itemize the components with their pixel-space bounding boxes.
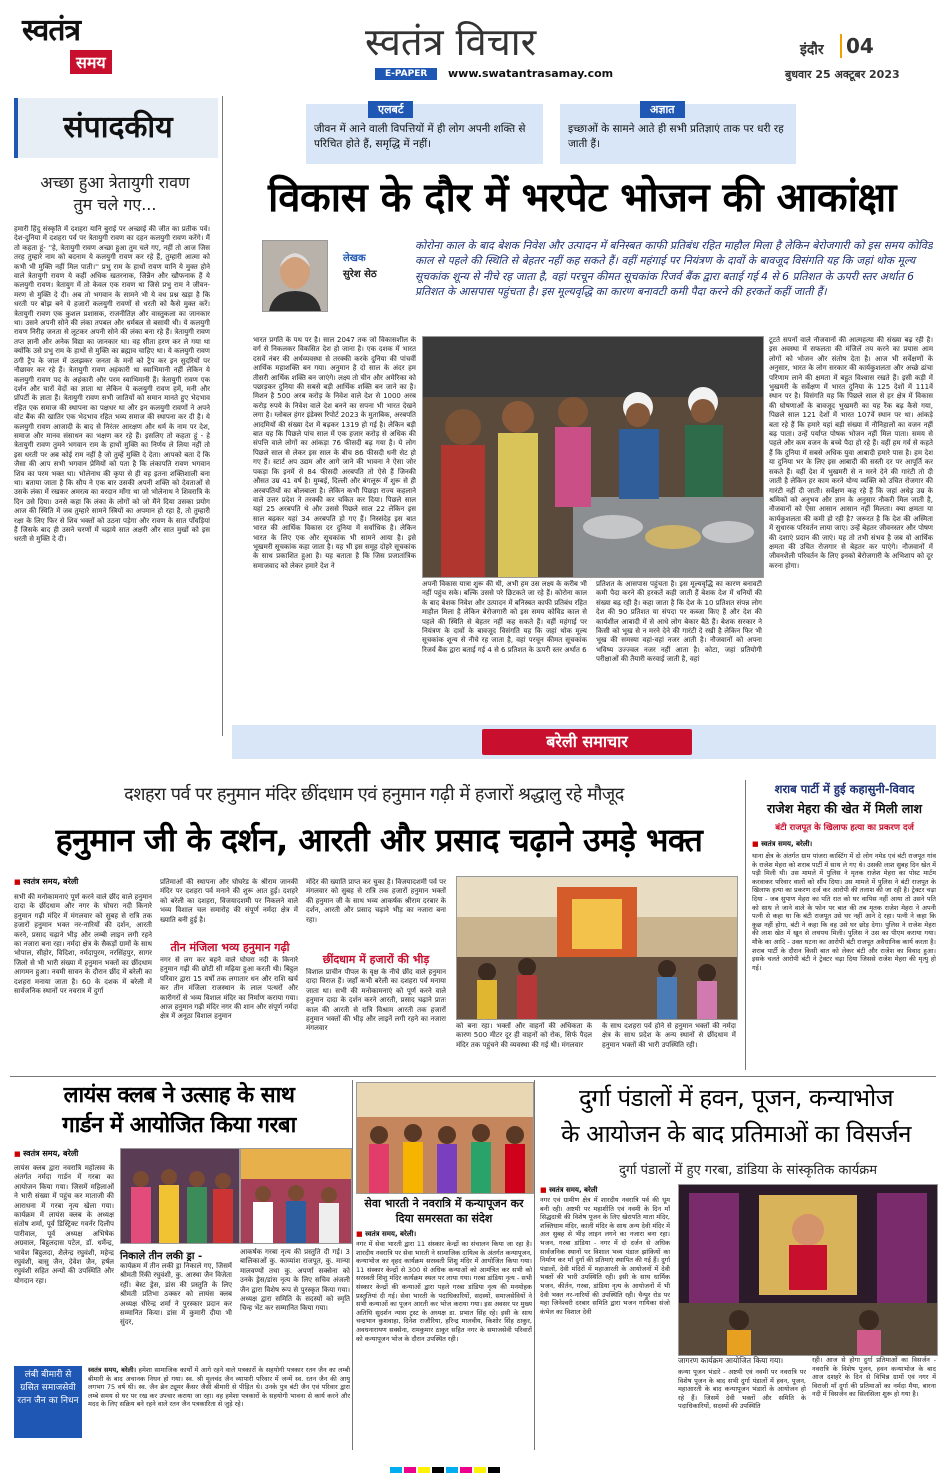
hanuman-col-4: को बना रहा। भक्तों और वाहनों की अधिकता के कारण 500 मीटर दूर ही वाहनों को रोक, सिर्फ पैदल मंदिर तक पहुंचने की व्यवस्था की गई थी। मंगलवार bbox=[456, 1022, 592, 1049]
seva-byline: ■ स्वतंत्र समय, बरेली। bbox=[356, 1230, 416, 1239]
author-photo bbox=[262, 240, 328, 312]
paper-title: स्वतंत्र विचार bbox=[365, 20, 537, 64]
durga-headline-1: दुर्गा पंडालों में हवन, पूजन, कन्याभोज bbox=[578, 1084, 894, 1112]
obituary-box bbox=[14, 1366, 82, 1438]
seva-divider bbox=[534, 1080, 535, 1450]
quote-2-text: इच्छाओं के सामने आते ही सभी प्रतिज्ञाएं ताक पर धरी रह जाती हैं। bbox=[568, 123, 784, 150]
mid-divider bbox=[10, 1076, 936, 1077]
kanya-pujan-photo bbox=[357, 1083, 533, 1193]
lions-body-2: कार्यक्रम में तीन लकी ड्रा निकाले गए, जिसमें श्रीमती रिंकी रघुवंशी, कु. आस्था जैन विजेता रहीं। बेस्ट ड्रेस, डांस की प्रस्तुति के लिए श्रीमती प्रतिभा ठक्कर को लायंस क्लब अध्यक्ष धीरेन्द्र शर्मा ने पुरस्कार प्रदान कर सम्मानित किया। डांस में कुमारी दीया भी सुंदर, bbox=[120, 1262, 232, 1327]
hanuman-col-5: के साथ दशहरा पर्व होने से हनुमान भक्तों की नर्मदा क्षेत्र के साथ प्रदेश के अन्य स्थानों से छींदधाम में हनुमान भक्तों की भारी उपस्थिति रही। bbox=[602, 1022, 736, 1049]
garba-stage-photo bbox=[241, 1149, 351, 1243]
logo bbox=[22, 14, 132, 84]
durga-headline-2: के आयोजन के बाद प्रतिमाओं का विसर्जन bbox=[561, 1120, 911, 1148]
lions-byline: ■ स्वतंत्र समय, बरेली bbox=[14, 1148, 78, 1159]
hanuman-subhead-1: तीन मंजिला भव्य हनुमान गढ़ी bbox=[170, 941, 290, 954]
durga-photo-caption: जागरण कार्यक्रम आयोजित किया गया। bbox=[678, 1356, 784, 1365]
hanuman-kicker: दशहरा पर्व पर हनुमान मंदिर छींदधाम एवं हनुमान गढ़ी में हजारों श्रद्धालु रहे मौजूद bbox=[124, 784, 624, 805]
seva-caption: सेवा भारती ने नवरात्रि में कन्यापूजन कर दिया समरसता का संदेश bbox=[364, 1197, 524, 1225]
crime-headline-2: राजेश मेहरा की खेत में मिली लाश bbox=[767, 801, 922, 816]
durga-subhead: दुर्गा पंडालों में हुए गरबा, डांडिया के सांस्कृतिक कार्यक्रम bbox=[618, 1163, 878, 1178]
durga-pandal-photo bbox=[679, 1185, 937, 1355]
issue-date: बुधवार 25 अक्टूबर 2023 bbox=[785, 68, 900, 81]
quote-2 bbox=[560, 104, 796, 164]
lions-body-3: आकर्षक गरबा नृत्य की प्रस्तुति दी गई। 3 बालिकाओं कु. काव्यांश राजपूत, कु. मान्या मालवण्यों तथा कु. अपर्णा सक्सेना को उनके ड्रेस/डांस नृत्य के लिए सचिव अंजली जैन द्वारा विशेष रूप से पुरस्कृत किया गया। अध्यक्ष द्वारा समिति के सदस्यों को स्मृति चिन्ह भेंट कर सम्मानित किया गया। bbox=[240, 1248, 350, 1313]
crime-headline-1: शराब पार्टी में हुई कहासुनी-विवाद bbox=[774, 782, 915, 796]
editorial-label: संपादकीय bbox=[14, 98, 218, 158]
hanuman-byline: ■ स्वतंत्र समय, बरेली bbox=[14, 876, 78, 887]
lead-col-4: टूटते सपनों वाले नौजवानों की आत्महत्या की संख्या बढ़ रही है। इस अवस्था में सफलता की मंजिलें तय करने का प्रयास आम लोगों को भोजन और संतोष देता है। आज भी सर्वेक्षणों के अनुसार, भारत के लोग सरकार की कार्यकुशलता और अच्छे ढांचा परिणाम लाने की क्षमता में बहुत विश्वास रखते हैं। इसी कड़ी में भुखमरी के सर्वेक्षण में भारत दुनिया के 125 देशों में 111वें स्थान पर है। विसंगति यह कि पिछले साल से हर क्षेत्र में विकास की घोषणाओं के बावजूद भुखमरी का यह रैंक बढ़ कैसे गया, पिछले साल 121 देशों में भारत 107वें स्थान पर था। आंकड़े बता रहे हैं कि हमारे यहां बड़ी संख्या में नौनिहालों का वजन नहीं बढ़ पाता। उन्हें पर्याप्त पोषक भोजन नहीं मिल पाता। समय से पहले और कम वजन के बच्चे पैदा हो रहे हैं। वहीं हम गर्व से कहते हैं कि दुनिया में सबसे अधिक युवा आबादी हमारे पास है। हम देश या दुनिया भर के लिए इस आबादी की सस्ती दर पर आपूर्ति कर सकते हैं। वहीं देश में भुखमरी से न मरने देने की गारंटी तो दी जाती है लेकिन हर काम करने योग्य व्यक्ति को उचित रोजगार की गारंटी नहीं दी जाती। सर्वेक्षण कह रहे हैं कि जहां अधेड़ उम्र के श्रमिकों को अनुभव और ज्ञान के अनुसार नौकरी मिल जाती है, नौजवानों को ऐसा आसान आसान नहीं मिलता। क्या क्षमता या कार्यकुशलता की कमी हो रही है? जरूरत है कि देश की अस्मिता में सुधारक परिवर्तन लाया जाए। उन्हें बेहतर जीवनस्तर और पोषण की दशाएं प्रदान की जाएं। यह तो तभी संभव है जब वो आर्थिक क्षमता की उचित रोजगार से बेहतर कर पाएंगे। नौजवानों में जीवनशैली परिवर्तन के लिए इनको बेरोजगारी के अभिशाप को दूर करना होगा। bbox=[769, 336, 933, 570]
seva-body: नगर में सेवा भारती द्वारा 11 संस्कार केन्द्रों का संचालन किया जा रहा है। शारदीय नवरात्रि पर सेवा भारती ने सामाजिक दायित्व के अंतर्गत कन्यापूजन, कन्याभोज का वृहद कार्यक्रम सरस्वती शिशु मंदिर में आयोजित किया गया। 11 संस्कार केन्द्रों से 300 से अधिक कन्याओं को आमंत्रित कर सभी को सरस्वती शिशु मंदिर कार्यक्रम स्थल पर लाया गया। गरबा डांडिया नृत्य - सभी संस्कार केन्द्रों की कन्याओं द्वारा पहले गरबा डांडिया नृत्य की मनमोहक प्रस्तुतियां दी गई। सेवा भारती के पदाधिकारियों, सदस्यों, समाजसेवियों ने सभी कन्याओं का पूजन आरती कर भोज कराया गया। इस अवसर पर मुख्य अतिथि सुदर्शन न्यास ट्रस्ट के अध्यक्ष डा. प्रभात सिंह रहे। इसी के साथ चन्द्रभान कुशवाहा, दिनेश राजौरिया, हरिन्द्र मालवीय, किशोर सिंह ठाकुर, अवधनारायण सक्सेना, रामकुमार ठाकुर सहित नगर के समाजसेवी परिवारों को कन्यापूजन भोज के दौरान उपस्थित रही। bbox=[356, 1240, 532, 1343]
durga-col-2: कन्या पूजन भंडारे - अष्टमी एवं नवमी पर नवरात्रि पर विशेष पूजन के बाद सभी दुर्गा पंडालों में हवन, पूजन, महाआरती के बाद कन्यापूजन भंडारों के आयोजन हो रहे हैं। जिसमें देवी भक्तों और समिति के पदाधिकारियों, सदस्यों की उपस्थिति bbox=[678, 1368, 806, 1411]
hanuman-photo bbox=[456, 876, 738, 1020]
lions-headline-2: गार्डन में आयोजित किया गरबा bbox=[62, 1113, 296, 1138]
lions-body: लायंस क्लब द्वारा नवरात्रि महोत्सव के अंतर्गत नर्मदा गार्डन में गरबा का आयोजन किया गया। जिसमें महिलाओं ने भारी संख्या में पहुंच कर माताजी की आराधना में गरबा नृत्य खेला गया। कार्यक्रम में लायंस क्लब के अध्यक्ष संतोष शर्मा, पूर्व डिस्ट्रिक्ट गवर्नर दिलीप पारीवाल, पूर्व अध्यक्ष अभिषेक अग्रवाल, बिट्ठलदास पटेल, डॉ. धर्मेन्द्र, भावेश बिट्ठलदा, शैलेन्द्र रघुवंशी, महेन्द्र रघुवंशी, बासु जैन, देवेश जैन, हर्षल रघुवंशी सहित अन्यों की उपस्थिति और योगदान रहा। bbox=[14, 1164, 114, 1285]
author-label: लेखक bbox=[343, 253, 366, 264]
lions-headline-1: लायंस क्लब ने उत्साह के साथ bbox=[63, 1083, 295, 1108]
hanuman-col-3a: मंदिर की ख्याति प्राप्त कर चुका है। विजयादशमी पर्व पर मंगलवार को सुबह से रात्रि तक हजारों हनुमान भक्तों की हनुमान जी के साथ भव्य आकर्षक श्रीराम दरबार के दर्शन, आरती और प्रसाद चढ़ाने भीड़ का नजारा बना रहा। bbox=[306, 878, 446, 924]
website: www.swatantrasamay.com bbox=[448, 67, 614, 80]
section-bar-label: बरेली समाचार bbox=[482, 729, 692, 755]
obituary-byline: स्वतंत्र समय, बरेली। bbox=[88, 1366, 137, 1374]
seva-photo bbox=[356, 1082, 534, 1194]
hanuman-col-2a: प्रतिमाओं की स्थापना और घोघरेड के श्रीराम जानकी मंदिर पर दशहरा पर्व मनाने की शुरू आत हुई। दशहरे को बरेली का दशहरा, विजयादशमी पर निकलने वाले भव्य विशाल चल समारोह की संपूर्ण नर्मदा क्षेत्र में ख्याति बनी हुई है। bbox=[160, 878, 298, 924]
epaper-tag: E-PAPER bbox=[375, 68, 437, 80]
author-portrait bbox=[263, 241, 327, 311]
lions-photo-2 bbox=[240, 1148, 352, 1244]
temple-crowd-photo bbox=[457, 877, 737, 1019]
author-name: सुरेश सेठ bbox=[343, 269, 377, 280]
lead-headline: विकास के दौर में भरपेट भोजन की आकांक्षा bbox=[267, 175, 897, 221]
hanuman-col-3b: विशाल प्राचीन पीपल के वृक्ष के नीचे छींद वाले हनुमान दादा विराज हैं। जहाँ कभी बरेली का दशहरा पर्व मनाया जाता था। सभी की मनोकामनाएं को पूर्ण करने वाले हनुमान दादा के दर्शन करने आरती, प्रसाद चढ़ाने प्रातः काल की आरती से रात्रि विश्राम आरती तक हजारों हनुमान भक्तों की भीड़ और लाइनें लगी रहने का नजारा मंगलवार bbox=[306, 968, 446, 1033]
obituary-box-text: लंबी बीमारी से ग्रसित समाजसेवी रतन जैन का निधन bbox=[17, 1370, 79, 1406]
section-bar bbox=[232, 725, 936, 759]
crime-subhead: बंटी राजपूत के खिलाफ हत्या का प्रकरण दर्ज bbox=[775, 823, 914, 833]
lead-photo bbox=[422, 336, 764, 578]
crime-byline: ■ स्वतंत्र समय, बरेली। bbox=[752, 840, 812, 849]
durga-photo bbox=[678, 1184, 938, 1356]
logo-top: स्वतंत्र bbox=[22, 13, 81, 48]
durga-col-1: नगर एवं ग्रामीण क्षेत्र में शारदीय नवरात्रि पर्व की धूम बनी रही। अष्टमी पर महाशीति एवं नवमी के दिन माँ सिद्धदात्री की विशेष पूजन के लिए खेरापति माता मंदिर, शक्तिधाम मंदिर, काली मंदिर के साथ अन्य देवी मंदिर में अल सुबह से भीड़ लाइन लगने का नजारा बना रहा। भजन, गरबा डांडिया - नगर में दो दर्जन से अधिक सार्वजनिक स्थानों पर विशाल भव्य पंडाल झांकियों का निर्माण कर माँ दुर्गा की प्रतिमाएं स्थापित की गई हैं। दुर्गा पंडालों, देवी मंदिरों में महाआरती के आयोजनों में देवी भक्तों की भारी उपस्थिति रही। इसी के साथ धार्मिक भजन, कीर्तन, गरबा, डांडिया नृत्य के आयोजनों में भी देवी भक्त नर-नारियों की उपस्थिति रही। चैन्पुर रोड पर महा जिनेश्वरी दरबार समिति द्वारा भजन गायिका संजो कंभेल का विशाल देवी bbox=[540, 1196, 670, 1316]
garba-group-photo bbox=[121, 1149, 239, 1243]
food-queue-photo bbox=[423, 337, 763, 577]
logo-bottom: समय bbox=[70, 50, 112, 74]
lead-col-1: भारत प्रगति के पथ पर है। साल 2047 तक जो विकासशील के वर्ग से निकलकर विकसित देश हो जाना है। एक दशक में भारत दसवें नंबर की अर्थव्यवस्था से तरक्की करके दुनिया की पांचवीं आर्थिक महाशक्ति बन गया। अनुमान है दो साल के अंदर हम तीसरी आर्थिक शक्ति बन जाएंगे। लक्ष्य तो चीन और अमेरिका को पछाड़कर दुनिया की सबसे बड़ी आर्थिक शक्ति बन जाने का है। मिशन है 500 अरब करोड़ के निवेश वाले देश से 1000 अरब करोड़ रुपये के निवेश वाले देश बनने का सपना भी भारत देखने लगा है। ग्लोबल हंगर इंडेक्स रिपोर्ट 2023 के मुताबिक, अरबपति आदमियों की संख्या देश में बढ़कर 1319 हो गई है। लेकिन बड़ी बात यह कि पिछले पांच साल में एक हजार करोड़ से अधिक की संपत्ति वाले लोगों का आंकड़ा 76 फीसदी बढ़ गया है। ये लोग पिछले साल से लेकर इस साल के बीच 86 फीसदी धनी सेट हो गए हैं। स्टार्ट अप उद्यम और आगे जाने की भावना ने ऐसा जोर पकड़ा कि इनमें से 84 फीसदी अरबपति तो ऐसे हैं जिनकी औसत उम्र 41 वर्ष है। मुम्बई, दिल्ली और बंगलूरू में शुरू से ही अरबपतियों का बोलबाला है। लेकिन कभी पिछड़ा राज्य कहलाने वाले उत्तर प्रदेश ने तरक्की कर चकित कर दिया। पिछले साल यहां 25 अरबपति थे और उससे पिछले साल 22 लेकिन इस साल बढ़कर यहां 34 अरबपति हो गए हैं। निस्संदेह इस बात भारत की आर्थिक विकास दर दुनिया में सर्वाधिक है। लेकिन भारत के लिए एक और सूचकांक भी सामने आया है। इसे भूखमरी सूचकांक कहा जाता है। यह भी इस समूह दोहरे सूचकांक के साथ प्रकाशित हुआ है। यह बताता है कि जिस प्रजातांत्रिक समाजवाद को लेकर हमारे देश ने bbox=[253, 336, 416, 570]
obituary-body bbox=[88, 1366, 350, 1446]
durga-byline: ■ स्वतंत्र समय, बरेली bbox=[540, 1186, 597, 1195]
lions-photo-1 bbox=[120, 1148, 240, 1244]
editorial-body: हमारी हिंदु संस्कृति में दशहरा यानि बुराई पर अच्छाई की जीत का प्रतीक पर्व। देश-दुनिया में दशहरा पर्व पर त्रेतायुगी रावण का दहन कलयुगी रावण करेंगे। मैं तो कहता हूं- ''हे, त्रेतायुगी रावण अच्छा हुआ तुम चले गए, नहीं तो आज जिस तरह तुम्हारे नाम को बदनाम ये कलयुगी रावण कर रहे हैं, तुम्हारी आत्मा को कभी भी मुक्ति नहीं मिल पाती।'' प्रभु राम के हाथों रावण यानि ये मुक्त होने वाले त्रेतायुगी रावण ये कहीं अधिक खतरनाक, जिन्नैन और खौफनाक हैं ये कलयुगी रावण। त्रेतायुग में तो केवल एक रावण था जिसे प्रभु राम ने जीवन-मरण से मुक्ति दे दी। अब तो भगवान के सामने भी ये वध प्रश्न खड़ा है कि धरती पर बोझ बने ये हजारों कलयुगी रावणों से धरती को कैसे मुक्त करें। त्रेतायुगी रावण एक कुशल प्रशासक, राजनीतिज्ञ और वास्तुकला का जानकार था। उसने अपनी सोने की लंका तपबल और धर्मबल से बसायी थी। ये कलयुगी रावण निरीह जनता से लूटकर अपनी सोने की लंका बना रहे हैं। त्रेतायुगी रावण तप्त ज्ञानी और अनेक विद्या का जानकार था। वह सीता हरण कर ले गया था क्योंकि उसे प्रभु राम के हाथों से मुक्ति का ब्रह्माव चाहिए था। ये कलयुगी रावण ठगी ट्रैप के जाल में उलझकर जनता के मनों को ट्रैप कर इन सुदरियों पर नौछावर कर रहे हैं। त्रेतायुगी रावण अहंकारी था स्वाभिमानी नहीं लेकिन ये कलयुगी रावण पद के अहंकारी और परम स्वाभिमानी हैं। त्रेतायुगी रावण एक दर्शन और चारों वेदों का ज्ञाता था लेकिन ये कलयुगी रावण हमें, मनी और प्रॉपर्टी के ज्ञाता हैं। त्रेतायुगी रावण सभी जातियों को समान मानते हुए भेदभाव रहित एक समाज की स्थापना का पक्षधर था और इन कलयुगी रावणों ने अपने वोट बैंक की खातिर एक भेदभाव रहित भव्य समाज की स्थापना कर दी है। ये कलयुगी रावण आजादी के बाद से निरंतर आरक्षण और धर्म के नाम पर देश, समाज और मानव संसाधन का भक्षण कर रहे हैं। इसलिए तो कहता हूं - हे त्रेतायुगी रावण तुमने भगवान राम के हाथों मुक्ति का निर्णय ले लिया नहीं तो इस धरती पर अब कोई राम नहीं है जो तुम्हें मुक्ति दे देता। आपको बता दें कि जैसा की आप सभी भगवान प्रेमियों को पता है कि लंकापति रावण भगवान शिव का परम भक्त था। भोलेनाथ की कृपा से ही वह इतना शक्तिशाली बना था। बताया जाता है कि सौप ने एक बार उसकी अपनी शक्ति को देवताओं से उसके लंका में रखकर अमरत्व का वरदान माँगा था जो भोलेनाथ ने शिवरात्रि के दिन उसे दिया। उनसे कहा कि लंका के लोगों को जो मैंने दिया उसका प्रयोग आज की स्थिति में जब तुम्हारे सामने स्त्रियों का अपमान हो रहा है, तो तुम्हारी रक्षा के लिए फिर से शिव भक्तों को उठना पड़ेगा और रावण के सात पाँवड़ियां हैं जिसके बाद ही उसने चरणों में चढ़ाये सात अक्षरी और सात मुखों को इस धरती से मुक्ति दे दी। bbox=[14, 225, 210, 544]
page-number: 04 bbox=[840, 34, 874, 58]
quote-1-author: एलबर्ट bbox=[368, 101, 413, 118]
crime-body: थाना क्षेत्र के अंतर्गत ग्राम पांजरा कास्टिंग में दो लोग नमेड एवं बंटी राजपूत गांव के राजेश मेहरा को शराब पार्टी में साथ ले गए थे। उसकी लाश सुबह दिन खेत में पड़ी मिली थी। उस मामले में पुलिस ने मृतक राजेश मेहरा का पोस्ट मार्टम करवाकर परिवार वालों को सौंप दिया। उस मामले में पुलिस ने बंटी राजपूत के खिलाफ हत्या का प्रकरण दर्ज कर आरोपी की तलाश की जा रही है। ट्रेक्टर चढ़ा दिया - जब सुपाण मेहरा का पति रात को घर वापिस नहीं आया तो उसने पति को साथ ले जाने वाले के फोन पर बात की तब मृतक राजेश मेहरा ने अपनी पत्नी से कहा था कि बंटी राजपूत उसे घर नहीं आने दे रहा। पत्नी ने कहा कि कुछ नहीं होगा, बंटी ने कहा कि वह उसे घर छोड़ देगा। पुलिस ने राजेश मेहरा की लाश खेत में खून से लथपथ मिली। पुलिस ने उस का पीएम कराया गया। मौके का आदि - उक्त घटना का आरोपी बंटी राजपूत अवैधानिक कार्य करता है। शराब पार्टी के दौरान किसी बात को लेकर बंटी और राजेश का विवाद हुआ। इसके चलते आरोपी बंटी ने ट्रेक्टर चढ़ा दिया जिससे राजेश मेहरा की मृत्यु हो गई। bbox=[752, 852, 936, 972]
quote-2-author: अज्ञात bbox=[640, 101, 685, 118]
lead-col-2: अपनी विकास यात्रा शुरू की थी, अभी हम उस लक्ष्य के करीब भी नहीं पहुंच सके। बल्कि उससे परे छिटकते जा रहे हैं। कोरोना काल के बाद बेशक निवेश और उत्पादन में बनिस्बत काफी प्रतिबंध रहित माहौल मिला है लेकिन बेरोजगारी को इस समय कोविड काल से पहले की स्थिति से बेहतर नहीं कह सकते हैं। वहीं महंगाई पर नियंत्रण के दावों के बावजूद विसंगति यह कि जहां थोक मूल्य सूचकांक शून्य से नीचे रह जाता है, वहां परचून कीमत सूचकांक रिजर्व बैंक द्वारा बताई गई 4 से 6 प्रतिशत के ऊपरी स्तर अर्थात 6 bbox=[422, 580, 587, 654]
lead-deck: कोरोना काल के बाद बेशक निवेश और उत्पादन में बनिस्बत काफी प्रतिबंध रहित माहौल मिला है लेकिन बेरोजगारी को इस समय कोविड काल से पहले की स्थिति से बेहतर नहीं कह सकते हैं। वहीं महंगाई पर नियंत्रण के दावों के बावजूद विसंगति यह कि जहां थोक मूल्य सूचकांक शून्य से नीचे रह जाता है, वहां परचून कीमत सूचकांक रिजर्व बैंक द्वारा बताई गई 4 से 6 प्रतिशत के ऊपरी स्तर अर्थात 6 प्रतिशत के आसपास पहुंचता है। इस मूल्यवृद्धि का कारण बनावटी कमी पैदा करने की हरकतें कहीं जाती हैं। bbox=[415, 239, 933, 298]
editorial-headline: अच्छा हुआ त्रेतायुगी रावण तुम चले गए... bbox=[40, 173, 190, 214]
masthead bbox=[0, 0, 945, 92]
quote-1-text: जीवन में आने वाली विपत्तियों में ही लोग अपनी शक्ति से परिचित होते हैं, समृद्धि में नहीं। bbox=[314, 123, 526, 150]
lions-subhead: निकाले तीन लकी ड्रा - bbox=[120, 1251, 203, 1262]
hanuman-col-2b: नगर से लग कर बहने वाले घोघरा नदी के किनारे हनुमान गढ़ी की छोटी सी मढ़िया हुआ करती थी। बिट्ठल परिवार द्वारा 15 वर्षों तक लगातार धन और राशि खर्च कर तीन मंजिला राजस्थान के लाल पत्थरों और कारीगरों से भव्य विशाल मंदिर का निर्माण कराया गया। आज हनुमान गढ़ी मंदिर नगर की शान और संपूर्ण नर्मदा क्षेत्र में अनूठा विशाल हनुमान bbox=[160, 956, 298, 1021]
hanuman-subhead-2: छींदधाम में हजारों की भीड़ bbox=[322, 953, 430, 966]
lead-col-3: प्रतिशत के आसपास पहुंचता है। इस मूल्यवृद्धि का कारण बनावटी कमी पैदा करने की हरकतें कही जाती हैं बेशक देश में धनियों की संख्या बढ़ रही है। कहा जाता है कि देश के 10 प्रतिशत संपन्न लोग देश की 90 प्रतिशत या संपदा पर कब्जा किए हैं और देश की कार्यशील आबादी में से आधे लोग बेकार बैठे हैं। बेशक सरकार ने किसी को भूख से न मरने देने की गारंटी दे रखी है लेकिन फिर भी भूख की समस्या वहां-वहां नजर आती है। नौजवानों को अपना भविष्य उज्ज्वल नजर नहीं आता है। कोटा, जहां प्रतियोगी परीक्षाओं की तैयारी करवाई जाती है, वहां bbox=[596, 580, 762, 664]
quote-1 bbox=[306, 104, 543, 164]
crime-divider bbox=[745, 780, 746, 1070]
city: इंदौर bbox=[800, 42, 824, 58]
hanuman-col-1: सभी की मनोकामनाएं पूर्ण करने वाले छींद वाले हनुमान दादा के छींदधाम और नगर के घोघरा नदी किनारे हनुमान गढ़ी मंदिर में मंगलवार को सुबह से रात्रि तक हजारों हनुमान भक्त नर-नारियों की दर्शन, आरती करने, प्रसाद चढ़ाने भीड़ और लम्बी लाइन लगी रहने का नजारा बना रहा। नर्मदा क्षेत्र के सैकड़ों ग्रामों के साथ भोपाल, सीहोर, विदिशा, नर्मदापुरम, नरसिंहपुर, सागर जिलो से भी भारी संख्या में हनुमान भक्तों का छींदधाम आगमन हुआ। नवमी सावन के दौरान छींद में बरेली का दशहरा मनाया जाता है। 60 के दशक में बरेली में सार्वजनिक स्थानों पर नवरात्र में दुर्गा bbox=[14, 893, 152, 996]
durga-col-3: रही। आज से होगा दुर्गा प्रतिमाओं का विसर्जन - नवरात्रि के विशेष पूजन, हवन कन्याभोज के बाद आज दशहरे के दिन से विभिन्न ग्रामों एवं नगर में विराजी माँ दुर्गा की प्रतिमाओं का नर्मदा मैया, बारना नदी में विसर्जन का सिलसिला शुरू हो गया है। bbox=[812, 1356, 936, 1399]
editorial-divider bbox=[222, 96, 223, 736]
obituary-text: हमेशा सामाजिक कार्यों में आगे रहने वाले पत्रकारों के सहयोगी पत्रकार रतन जैन का लम्बी बीमारी के बाद अचानक निधन हो गया। स्व. श्री मूलचंद जैन व्यापारी परिवार में जन्में स्व. रतन जैन की आयु लगभग 75 वर्ष थी। स्व. जैन ब्रेन ट्यूमर कैंसर जैसी बीमारी से पीड़ित थे। उनके पुत्र बंटी जैन एवं परिवार द्वारा लम्बे समय से घर पर रख कर उपचार कराया जा रहा। वह हमेशा पत्रकारों के सहयोगी भावना से कार्य करने और मदद के लिए सक्रिय बने रहने वाले रतन जैन पत्रकारिता से जुड़े रहे। bbox=[88, 1366, 350, 1409]
hanuman-headline: हनुमान जी के दर्शन, आरती और प्रसाद चढ़ाने उमड़े भक्त bbox=[55, 821, 703, 859]
lions-divider bbox=[352, 1080, 353, 1450]
